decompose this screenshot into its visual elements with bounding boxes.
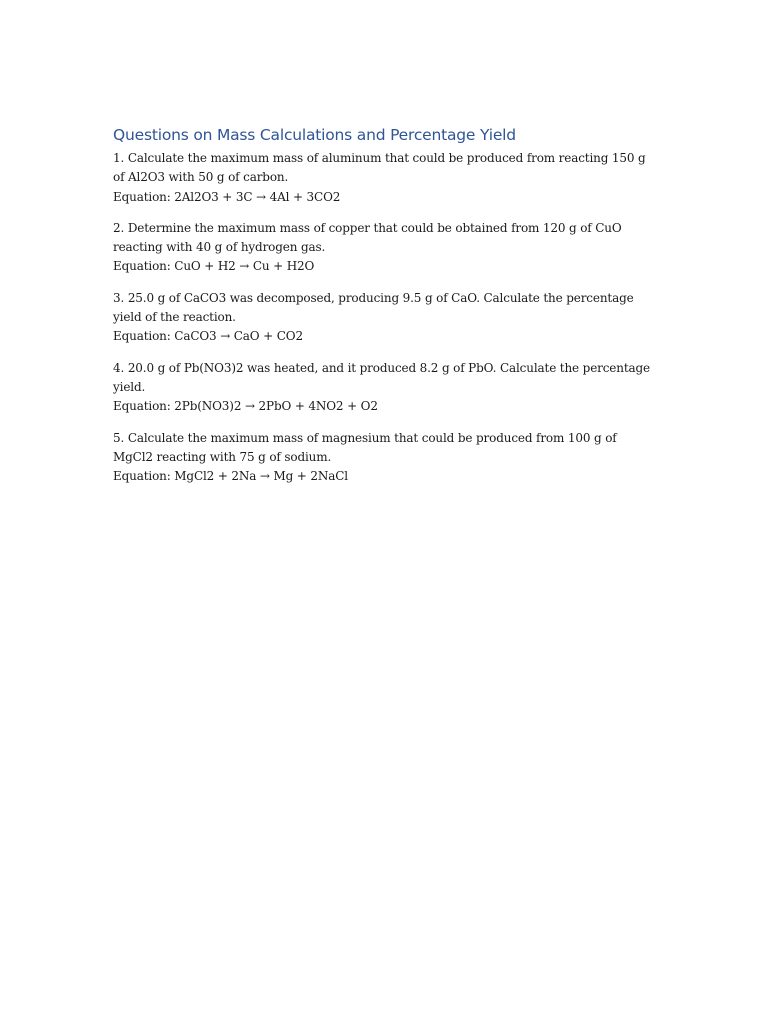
- question-text: 2. Determine the maximum mass of copper that could be obtained from 120 g of CuO reacting with 40 g of hydrogen gas.: [113, 220, 622, 255]
- question-text: 3. 25.0 g of CaCO3 was decomposed, producing 9.5 g of CaO. Calculate the percentage yield of the reaction.: [113, 290, 634, 325]
- question-equation: Equation: 2Al2O3 + 3C → 4Al + 3CO2: [113, 189, 341, 204]
- document-content: [113, 124, 658, 498]
- question-equation: Equation: MgCl2 + 2Na → Mg + 2NaCl: [113, 469, 348, 484]
- question-item: [113, 149, 658, 207]
- question-equation: Equation: CuO + H2 → Cu + H2O: [113, 259, 315, 274]
- question-item: [113, 219, 658, 277]
- question-equation: Equation: 2Pb(NO3)2 → 2PbO + 4NO2 + O2: [113, 399, 378, 414]
- question-text: 4. 20.0 g of Pb(NO3)2 was heated, and it produced 8.2 g of PbO. Calculate the percentage yield.: [113, 360, 651, 394]
- question-item: [113, 359, 658, 417]
- question-text: 1. Calculate the maximum mass of aluminum that could be produced from reacting 150 g of Al2O3 with 50 g of carbon.: [113, 151, 646, 185]
- question-text: 5. Calculate the maximum mass of magnesium that could be produced from 100 g of MgCl2 reacting with 75 g of sodium.: [113, 430, 617, 464]
- document-title: Questions on Mass Calculations and Percentage Yield: [113, 126, 516, 144]
- question-item: [113, 289, 658, 347]
- question-equation: Equation: CaCO3 → CaO + CO2: [113, 329, 303, 344]
- question-item: [113, 429, 658, 487]
